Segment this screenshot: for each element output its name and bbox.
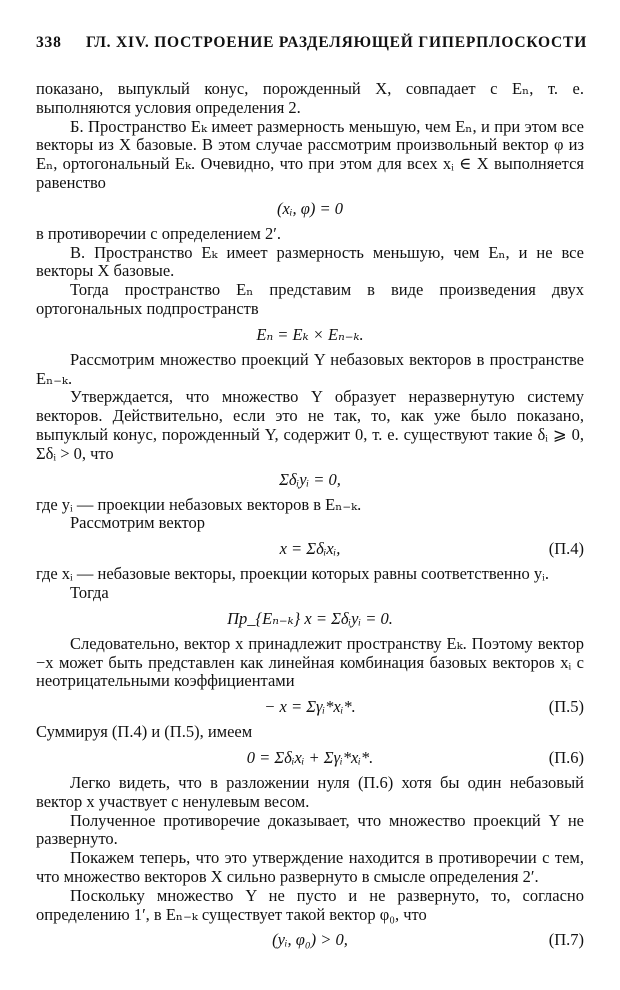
page-body bbox=[36, 80, 584, 956]
paragraph: Покажем теперь, что это утверждение находится в противоречии с тем, что множество векторов X сильно развернуто в смысле определения 2′. bbox=[36, 848, 584, 886]
equation-body: − x = Σγᵢ*xᵢ*. bbox=[264, 697, 356, 717]
paragraph: Легко видеть, что в разложении нуля (П.6) хотя бы один небазовый вектор x участвует с ненулевым весом. bbox=[36, 772, 584, 811]
paragraph: Суммируя (П.4) и (П.5), имеем bbox=[36, 722, 253, 742]
equation bbox=[36, 197, 584, 221]
paragraph: Рассмотрим множество проекций Y небазовых векторов в пространстве Eₙ₋ₖ. bbox=[36, 349, 584, 388]
paragraph: Тогда bbox=[70, 582, 109, 602]
equation bbox=[36, 607, 584, 631]
equation-body: 0 = Σδᵢxᵢ + Σγᵢ*xᵢ*. bbox=[246, 747, 374, 767]
equation-body: Пр_{Eₙ₋ₖ} x = Σδᵢyᵢ = 0. bbox=[227, 608, 393, 628]
paragraph: Поскольку множество Y не пусто и не развернуто, то, согласно определению 1′, в Eₙ₋ₖ существует такой вектор φ₀, что bbox=[36, 885, 584, 924]
equation-number: (П.5) bbox=[548, 697, 584, 717]
paragraph: где yᵢ — проекции небазовых векторов в Eₙ₋ₖ. bbox=[36, 494, 362, 514]
paragraph: Тогда пространство Eₙ представим в виде произведения двух ортогональных подпространств bbox=[36, 280, 584, 318]
paragraph: Утверждается, что множество Y образует неразвернутую систему векторов. Действительно, если это не так, то, как уже было показано, выпуклый конус, порожденный Y, содержит 0, т. е. существуют такие δᵢ ⩾ 0, Σδᵢ > 0, что bbox=[36, 387, 584, 463]
paragraph: Полученное противоречие доказывает, что множество проекций Y не развернуто. bbox=[36, 810, 584, 849]
equation bbox=[36, 323, 584, 347]
paragraph: в противоречии с определением 2′. bbox=[36, 223, 281, 243]
equation-body: Eₙ = Eₖ × Eₙ₋ₖ. bbox=[256, 324, 364, 344]
equation-body: Σδᵢyᵢ = 0, bbox=[279, 469, 341, 489]
equation-body: (yᵢ, φ₀) > 0, bbox=[272, 930, 348, 950]
page-header bbox=[36, 34, 588, 52]
paragraph: Рассмотрим вектор bbox=[70, 513, 205, 533]
equation-number: (П.4) bbox=[548, 539, 584, 559]
equation-number: (П.6) bbox=[548, 747, 584, 767]
page-number: 338 bbox=[36, 34, 62, 51]
paragraph: где xᵢ — небазовые векторы, проекции которых равны соответственно yᵢ. bbox=[36, 564, 549, 584]
equation bbox=[36, 468, 584, 492]
equation-body: (xᵢ, φ) = 0 bbox=[277, 198, 343, 218]
paragraph: Б. Пространство Eₖ имеет размерность меньшую, чем Eₙ, и при этом все векторы из X базовые. В этом случае рассмотрим произвольный вектор φ из Eₙ, ортогональный Eₖ. Очевидно, что при этом для всех xᵢ ∈ X выполняется равенство bbox=[36, 116, 584, 192]
equation-number: (П.7) bbox=[548, 930, 584, 950]
equation bbox=[36, 746, 584, 770]
equation bbox=[36, 537, 584, 561]
equation bbox=[36, 928, 584, 952]
equation-body: x = Σδᵢxᵢ, bbox=[279, 539, 341, 559]
chapter-title: ГЛ. XIV. ПОСТРОЕНИЕ РАЗДЕЛЯЮЩЕЙ ГИПЕРПЛОСКОСТИ bbox=[86, 34, 588, 51]
equation bbox=[36, 695, 584, 719]
paragraph: В. Пространство Eₖ имеет размерность меньшую, чем Eₙ, и не все векторы X базовые. bbox=[36, 242, 584, 281]
paragraph: Следовательно, вектор x принадлежит пространству Eₖ. Поэтому вектор −x может быть представлен как линейная комбинация базовых векторов xᵢ с неотрицательными коэффициентами bbox=[36, 633, 584, 691]
paragraph: показано, выпуклый конус, порожденный X, совпадает с Eₙ, т. е. выполняются условия определения 2. bbox=[36, 79, 584, 117]
